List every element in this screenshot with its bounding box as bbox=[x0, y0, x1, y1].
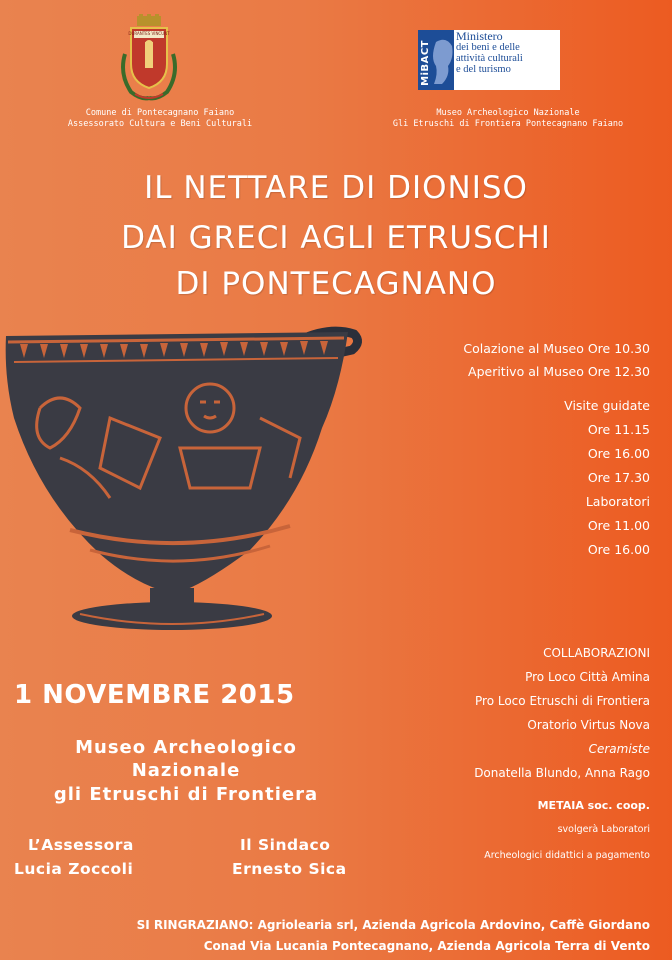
metaia-line-2: Archeologici didattici a pagamento bbox=[484, 850, 650, 861]
ministry-line-2: dei beni e delle bbox=[456, 42, 520, 53]
title-line-2: DAI GRECI AGLI ETRUSCHI bbox=[121, 220, 551, 256]
statue-head-icon bbox=[428, 36, 454, 86]
museum-subtitle: Gli Etruschi di Frontiera Pontecagnano Faiano bbox=[392, 119, 624, 129]
municipality-caption bbox=[40, 108, 280, 130]
collaborator-2: Pro Loco Etruschi di Frontiera bbox=[475, 694, 650, 708]
collaborator-5: Donatella Blundo, Anna Rago bbox=[474, 766, 650, 780]
museum-caption bbox=[380, 108, 636, 130]
schedule-workshop-time-1: Ore 11.00 bbox=[587, 518, 650, 533]
ministry-line-3: attività culturali bbox=[456, 53, 523, 64]
title-line-1: IL NETTARE DI DIONISO bbox=[144, 170, 528, 206]
ministry-logo-mark bbox=[418, 30, 454, 90]
schedule-tour-time-3: Ore 17.30 bbox=[587, 470, 650, 485]
collaborator-1: Pro Loco Città Amina bbox=[525, 670, 650, 684]
schedule-tour-time-1: Ore 11.15 bbox=[587, 422, 650, 437]
collaborator-3: Oratorio Virtus Nova bbox=[527, 718, 650, 732]
municipality-department: Assessorato Cultura e Beni Culturali bbox=[67, 119, 253, 129]
museum-name: Museo Archeologico Nazionale bbox=[436, 108, 580, 118]
thanks-line-1: SI RINGRAZIANO: Agriolearia srl, Azienda Agricola Ardovino, Caffè Giordano bbox=[136, 918, 650, 932]
mayor-name: Ernesto Sica bbox=[232, 860, 347, 878]
ministry-line-1: Ministero bbox=[456, 29, 503, 43]
schedule-aperitif: Aperitivo al Museo Ore 12.30 bbox=[468, 364, 650, 379]
schedule-tour-time-2: Ore 16.00 bbox=[587, 446, 650, 461]
metaia-coop: METAIA soc. coop. bbox=[537, 799, 650, 812]
title-line-3: DI PONTECAGNANO bbox=[175, 266, 497, 302]
collaborations-heading: COLLABORAZIONI bbox=[543, 646, 650, 660]
mayor-role: Il Sindaco bbox=[240, 836, 331, 854]
venue-line-3: gli Etruschi di Frontiera bbox=[53, 784, 319, 805]
ministry-name bbox=[456, 31, 560, 75]
schedule-breakfast: Colazione al Museo Ore 10.30 bbox=[463, 341, 650, 356]
etruscan-vase-image bbox=[0, 318, 370, 648]
ministry-logo-acronym: MiBACT bbox=[420, 40, 431, 86]
thanks-line-2: Conad Via Lucania Pontecagnano, Azienda Agricola Terra di Vento bbox=[203, 939, 650, 953]
venue-line-2: Nazionale bbox=[131, 760, 241, 781]
councillor-role: L’Assessora bbox=[28, 836, 134, 854]
ministry-logo bbox=[418, 30, 560, 90]
municipality-name: Comune di Pontecagnano Faiano bbox=[85, 108, 235, 118]
schedule-guided-tours-heading: Visite guidate bbox=[564, 398, 650, 413]
crest-motto: DURANTES VINCUNT bbox=[128, 31, 170, 36]
collaborator-4: Ceramiste bbox=[588, 742, 650, 756]
schedule-workshops-heading: Laboratori bbox=[585, 494, 650, 509]
schedule-workshop-time-2: Ore 16.00 bbox=[587, 542, 650, 557]
event-date: 1 NOVEMBRE 2015 bbox=[14, 680, 295, 710]
councillor-name: Lucia Zoccoli bbox=[14, 860, 134, 878]
venue-line-1: Museo Archeologico bbox=[75, 737, 297, 758]
metaia-line-1: svolgerà Laboratori bbox=[557, 824, 650, 835]
municipality-crest-logo bbox=[117, 14, 181, 102]
ministry-line-4: e del turismo bbox=[456, 64, 511, 75]
